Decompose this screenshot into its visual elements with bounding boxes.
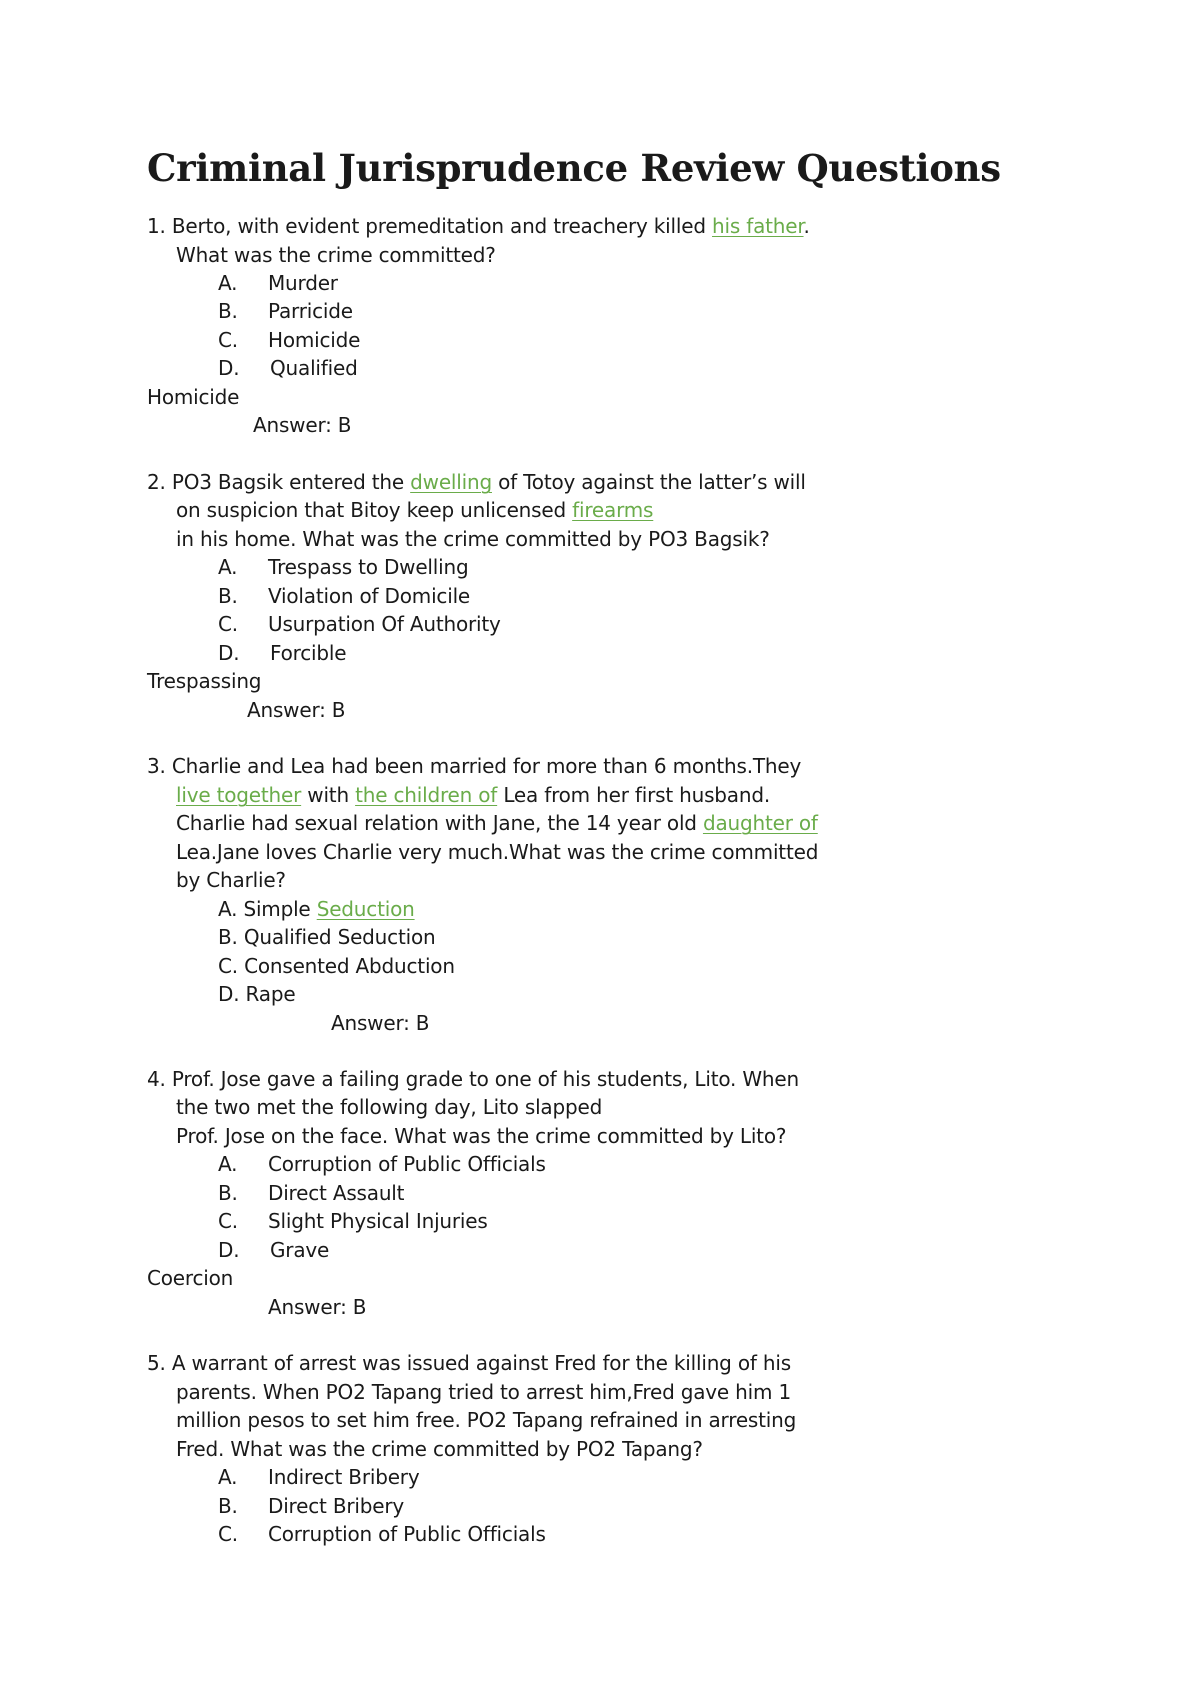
question-1-option-a-text: Murder — [268, 271, 338, 295]
question-4-option-d-letter: D. — [218, 1238, 240, 1262]
question-3-line-3 — [176, 809, 818, 837]
question-3-line-2-mid: with — [301, 783, 356, 807]
question-2-option-b-letter: B. — [218, 584, 238, 608]
question-1-text: 1. Berto, with evident premeditation and treachery killed — [147, 214, 713, 238]
question-4-line-2: the two met the following day, Lito slapped — [176, 1095, 603, 1119]
question-2-line-3: in his home. What was the crime committed by PO3 Bagsik? — [176, 527, 770, 551]
question-3-link-seduction[interactable]: Seduction — [316, 897, 415, 921]
question-2-line-2-text: on suspicion that Bitoy keep unlicensed — [176, 498, 573, 522]
question-2-text-end: of Totoy against the latter’s will — [491, 470, 806, 494]
question-5-line-1: 5. A warrant of arrest was issued against Fred for the killing of his — [147, 1351, 791, 1375]
question-4-option-a-letter: A. — [218, 1152, 238, 1176]
question-3-line-2-end: Lea from her first husband. — [497, 783, 770, 807]
question-4-option-b-text: Direct Assault — [268, 1181, 405, 1205]
question-2-line-2 — [176, 496, 653, 524]
question-4-option-d-wrap: Coercion — [147, 1266, 234, 1290]
question-2-option-d-wrap: Trespassing — [147, 669, 262, 693]
question-3-option-a-text: A. Simple — [218, 897, 317, 921]
question-2-line-1 — [147, 468, 806, 496]
question-1-option-b-letter: B. — [218, 299, 238, 323]
question-5-option-c-letter: C. — [218, 1522, 238, 1546]
question-5-line-2: parents. When PO2 Tapang tried to arrest him,Fred gave him 1 — [176, 1380, 791, 1404]
question-1-line-1 — [147, 212, 810, 240]
question-1-option-b-text: Parricide — [268, 299, 353, 323]
question-3-link-live-together[interactable]: live together — [176, 783, 302, 807]
question-3-option-a — [218, 895, 415, 923]
question-5-line-3: million pesos to set him free. PO2 Tapang refrained in arresting — [176, 1408, 797, 1432]
question-2-link-firearms[interactable]: firearms — [572, 498, 654, 522]
question-1-option-c-text: Homicide — [268, 328, 361, 352]
question-4-option-b-letter: B. — [218, 1181, 238, 1205]
question-4-option-c-letter: C. — [218, 1209, 238, 1233]
question-2-answer: Answer: B — [247, 698, 346, 722]
question-3-option-b: B. Qualified Seduction — [218, 925, 436, 949]
question-2-option-c-letter: C. — [218, 612, 238, 636]
question-3-link-daughter-of[interactable]: daughter of — [702, 811, 818, 835]
question-3-option-c: C. Consented Abduction — [218, 954, 455, 978]
question-1-option-a-letter: A. — [218, 271, 238, 295]
question-4-option-c-text: Slight Physical Injuries — [268, 1209, 488, 1233]
question-1-option-d-text: Qualified — [270, 356, 358, 380]
question-4-answer: Answer: B — [268, 1295, 367, 1319]
question-5-option-c-text: Corruption of Public Officials — [268, 1522, 546, 1546]
question-3-line-2 — [176, 781, 770, 809]
question-5-option-b-letter: B. — [218, 1494, 238, 1518]
question-1-text-end: . — [803, 214, 810, 238]
question-4-option-a-text: Corruption of Public Officials — [268, 1152, 546, 1176]
question-3-line-4: Lea.Jane loves Charlie very much.What was the crime committed — [176, 840, 819, 864]
question-2-option-c-text: Usurpation Of Authority — [268, 612, 501, 636]
question-5-option-a-letter: A. — [218, 1465, 238, 1489]
question-1-option-d-wrap: Homicide — [147, 385, 240, 409]
question-5-line-4: Fred. What was the crime committed by PO2 Tapang? — [176, 1437, 703, 1461]
question-1-option-d-letter: D. — [218, 356, 240, 380]
question-2-text: 2. PO3 Bagsik entered the — [147, 470, 411, 494]
question-2-link-dwelling[interactable]: dwelling — [410, 470, 492, 494]
question-2-option-a-letter: A. — [218, 555, 238, 579]
question-2-option-b-text: Violation of Domicile — [268, 584, 471, 608]
question-3-line-5: by Charlie? — [176, 868, 286, 892]
question-3-option-d: D. Rape — [218, 982, 296, 1006]
question-3-line-3-text: Charlie had sexual relation with Jane, the 14 year old — [176, 811, 703, 835]
question-1-option-c-letter: C. — [218, 328, 238, 352]
question-3-line-1: 3. Charlie and Lea had been married for more than 6 months.They — [147, 754, 802, 778]
question-5-option-a-text: Indirect Bribery — [268, 1465, 420, 1489]
question-3-link-the-children-of[interactable]: the children of — [355, 783, 498, 807]
question-2-option-d-text: Forcible — [270, 641, 347, 665]
question-5-option-b-text: Direct Bribery — [268, 1494, 404, 1518]
question-4-line-3: Prof. Jose on the face. What was the crime committed by Lito? — [176, 1124, 787, 1148]
question-2-option-a-text: Trespass to Dwelling — [268, 555, 469, 579]
question-4-line-1: 4. Prof. Jose gave a failing grade to one of his students, Lito. When — [147, 1067, 799, 1091]
question-2-option-d-letter: D. — [218, 641, 240, 665]
question-4-option-d-text: Grave — [270, 1238, 330, 1262]
document-title: Criminal Jurisprudence Review Questions — [147, 146, 1001, 190]
question-1-line-2: What was the crime committed? — [176, 243, 496, 267]
question-3-answer: Answer: B — [331, 1011, 430, 1035]
question-1-answer: Answer: B — [253, 413, 352, 437]
question-1-link-his-father[interactable]: his father — [712, 214, 804, 238]
